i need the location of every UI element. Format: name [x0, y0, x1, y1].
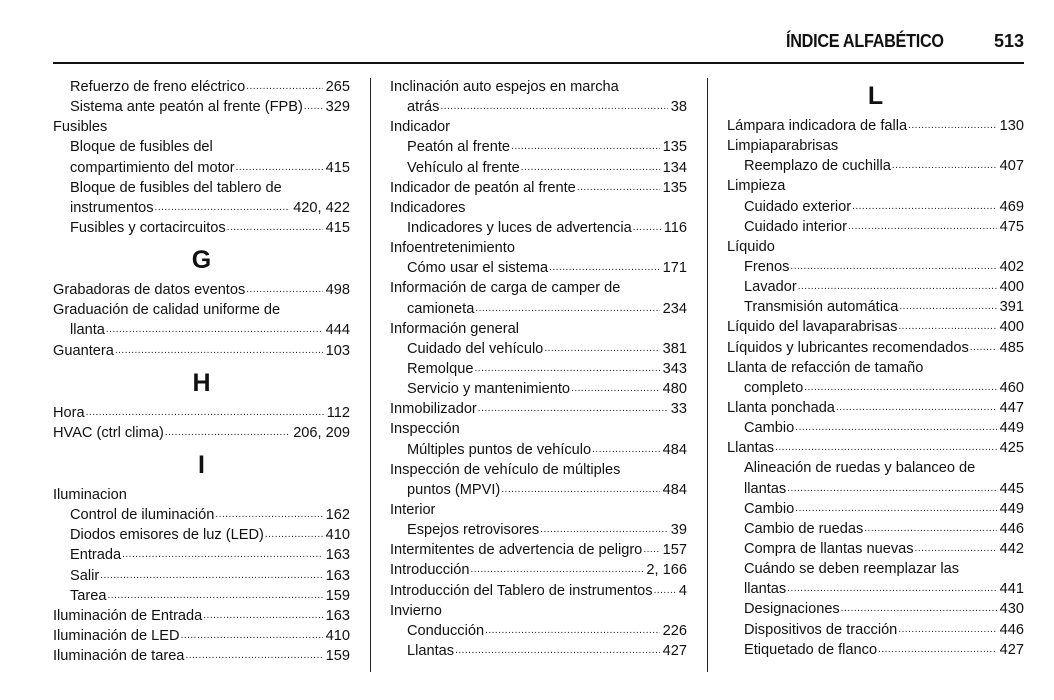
index-entry[interactable]	[53, 158, 350, 178]
index-entry[interactable]	[53, 198, 350, 218]
entry-text: Vehículo al frente	[407, 159, 520, 176]
entry-text: Indicador de peatón al frente	[390, 179, 576, 196]
index-entry[interactable]	[727, 579, 1024, 599]
entry-page-reference[interactable]: 4	[678, 582, 687, 599]
entry-text: Peatón al frente	[407, 139, 511, 156]
index-entry-heading	[53, 178, 350, 198]
entry-text: Llantas	[407, 642, 455, 659]
index-entry-heading	[53, 137, 350, 157]
entry-text: Inclinación auto espejos en marcha	[390, 79, 619, 95]
dot-leader	[165, 423, 290, 443]
index-entry-heading	[727, 458, 1024, 478]
dot-leader	[185, 646, 322, 666]
entry-text: Indicador	[390, 119, 451, 136]
entry-text: Información general	[390, 320, 519, 337]
entry-page-reference[interactable]: 407	[999, 158, 1024, 175]
entry-text: Invierno	[390, 602, 442, 619]
index-entry-heading	[727, 559, 1024, 579]
dot-leader	[521, 158, 660, 178]
entry-text: Conducción	[407, 622, 485, 639]
entry-page-reference[interactable]: 39	[670, 522, 687, 539]
index-entry-heading	[727, 237, 1024, 257]
entry-page-reference[interactable]: 135	[662, 179, 687, 196]
dot-leader	[155, 198, 291, 218]
entry-text: Remolque	[407, 360, 474, 377]
dot-leader	[571, 379, 660, 399]
letter-heading: G	[191, 246, 212, 275]
index-entry[interactable]	[727, 197, 1024, 217]
entry-text: Lámpara indicadora de falla	[727, 118, 908, 134]
entry-page-reference[interactable]: 425	[999, 440, 1024, 457]
entry-text: Grabadoras de datos eventos	[53, 282, 246, 299]
entry-page-reference[interactable]: 415	[325, 159, 350, 176]
dot-leader	[246, 280, 322, 300]
entry-page-reference[interactable]: 159	[325, 648, 350, 665]
index-entry[interactable]	[53, 423, 350, 443]
dot-leader	[577, 178, 660, 198]
entry-text: Sistema ante peatón al frente (FPB)	[70, 99, 303, 116]
entry-text: Fusibles	[53, 119, 108, 136]
entry-text: Designaciones	[744, 601, 840, 618]
entry-page-reference[interactable]: 410	[325, 627, 350, 644]
index-entry-heading	[727, 358, 1024, 378]
dot-leader	[654, 581, 676, 601]
entry-text: Iluminación de Entrada	[53, 607, 203, 624]
index-entry-heading	[390, 198, 687, 218]
entry-text: Cuándo se deben reemplazar las	[744, 561, 959, 578]
index-entry[interactable]	[727, 519, 1024, 539]
index-entry[interactable]	[390, 440, 687, 460]
dot-leader	[100, 566, 322, 586]
dot-leader	[841, 599, 997, 619]
index-entry[interactable]	[390, 379, 687, 399]
entry-text: HVAC (ctrl clima)	[53, 424, 164, 441]
dot-leader	[898, 620, 996, 640]
entry-page-reference[interactable]: 265	[325, 79, 350, 95]
index-entry-heading	[53, 485, 350, 505]
entry-page-reference[interactable]: 38	[670, 99, 687, 116]
entry-page-reference[interactable]: 449	[999, 500, 1024, 517]
dot-leader	[246, 77, 322, 97]
dot-leader	[511, 137, 660, 157]
index-entry[interactable]	[390, 218, 687, 238]
entry-text: atrás	[407, 99, 440, 116]
page-number: 513	[993, 31, 1024, 51]
dot-leader	[475, 299, 659, 319]
header-rule	[53, 62, 1024, 64]
index-entry[interactable]	[390, 641, 687, 661]
entry-page-reference[interactable]: 112	[326, 404, 350, 421]
entry-page-reference[interactable]: 420, 422	[293, 199, 350, 216]
entry-text: Inspección	[390, 421, 460, 438]
entry-page-reference[interactable]: 480	[662, 381, 687, 398]
entry-page-reference[interactable]: 381	[662, 340, 687, 357]
entry-page-reference[interactable]: 410	[325, 527, 350, 544]
entry-text: Tarea	[70, 587, 107, 604]
index-column-1	[53, 77, 350, 666]
entry-text: llanta	[70, 322, 105, 339]
dot-leader	[899, 297, 996, 317]
dot-leader	[848, 217, 997, 237]
index-entry[interactable]	[727, 599, 1024, 619]
index-entry[interactable]	[53, 320, 350, 340]
entry-text: Inspección de vehículo de múltiples	[390, 461, 621, 478]
index-entry[interactable]	[727, 297, 1024, 317]
entry-text: Etiquetado de flanco	[744, 641, 878, 658]
dot-leader	[108, 586, 323, 606]
index-column-2	[390, 77, 687, 661]
entry-page-reference[interactable]: 103	[325, 342, 350, 359]
entry-page-reference[interactable]: 135	[662, 139, 687, 156]
entry-page-reference[interactable]: 159	[325, 587, 350, 604]
entry-page-reference[interactable]: 157	[662, 542, 687, 559]
dot-leader	[501, 480, 659, 500]
index-entry[interactable]	[727, 418, 1024, 438]
entry-text: Dispositivos de tracción	[744, 621, 898, 638]
entry-page-reference[interactable]: 163	[325, 547, 350, 564]
entry-text: camioneta	[407, 300, 475, 317]
dot-leader	[908, 116, 997, 136]
index-entry[interactable]	[390, 258, 687, 278]
index-entry[interactable]	[727, 317, 1024, 337]
entry-page-reference[interactable]: 134	[662, 159, 687, 176]
entry-page-reference[interactable]: 329	[325, 99, 350, 116]
entry-text: Servicio y mantenimiento	[407, 381, 571, 398]
entry-text: Lavador	[744, 279, 797, 296]
entry-text: Cambio de ruedas	[744, 520, 864, 537]
entry-text: llantas	[744, 581, 787, 598]
entry-page-reference[interactable]: 402	[999, 258, 1024, 275]
index-entry-heading	[390, 500, 687, 520]
entry-text: llantas	[744, 480, 787, 497]
index-entry[interactable]	[727, 378, 1024, 398]
entry-text: Iluminación de tarea	[53, 648, 185, 665]
entry-page-reference[interactable]: 446	[999, 621, 1024, 638]
entry-text: Salir	[70, 567, 100, 584]
dot-leader	[265, 525, 323, 545]
entry-page-reference[interactable]: 441	[999, 581, 1024, 598]
entry-page-reference[interactable]: 498	[325, 282, 350, 299]
entry-page-reference[interactable]: 427	[662, 642, 687, 659]
entry-text: Información de carga de camper de	[390, 280, 621, 297]
dot-leader	[215, 505, 322, 525]
entry-page-reference[interactable]: 427	[999, 641, 1024, 658]
entry-text: Fusibles y cortacircuitos	[70, 219, 226, 236]
entry-text: Infoentretenimiento	[390, 240, 515, 257]
index-entry-heading	[390, 601, 687, 621]
dot-leader	[227, 218, 323, 238]
dot-leader	[915, 539, 997, 559]
entry-page-reference[interactable]: 171	[662, 260, 687, 277]
dot-leader	[440, 97, 667, 117]
entry-text: Limpieza	[727, 178, 786, 195]
index-entry[interactable]	[53, 586, 350, 606]
index-entry[interactable]	[53, 280, 350, 300]
index-entry-heading	[390, 419, 687, 439]
index-entry[interactable]	[53, 505, 350, 525]
entry-text: Indicadores	[390, 199, 466, 216]
entry-page-reference[interactable]: 343	[662, 360, 687, 377]
entry-page-reference[interactable]: 163	[325, 567, 350, 584]
entry-text: Transmisión automática	[744, 299, 899, 316]
entry-page-reference[interactable]: 444	[325, 322, 350, 339]
index-entry-heading	[390, 460, 687, 480]
entry-text: Introducción del Tablero de instrumentos	[390, 582, 653, 599]
entry-text: Reemplazo de cuchilla	[744, 158, 891, 175]
entry-text: Líquido	[727, 238, 775, 255]
entry-page-reference[interactable]: 226	[662, 622, 687, 639]
entry-page-reference[interactable]: 391	[999, 299, 1024, 316]
dot-leader	[795, 418, 996, 438]
entry-page-reference[interactable]: 234	[662, 300, 687, 317]
dot-leader	[878, 640, 997, 660]
index-entry-heading	[53, 117, 350, 137]
dot-leader	[864, 519, 996, 539]
entry-text: Cómo usar el sistema	[407, 260, 549, 277]
dot-leader	[549, 258, 660, 278]
dot-leader	[181, 626, 323, 646]
letter-heading: I	[198, 450, 205, 479]
entry-page-reference[interactable]: 2, 166	[646, 562, 687, 579]
entry-text: Limpiaparabrisas	[727, 138, 839, 155]
entry-text: Frenos	[744, 258, 790, 275]
entry-text: Inmobilizador	[390, 401, 477, 418]
index-entry[interactable]	[53, 77, 350, 97]
index-entry[interactable]	[727, 277, 1024, 297]
entry-text: Llantas	[727, 440, 775, 457]
dot-leader	[471, 560, 644, 580]
index-entry[interactable]	[727, 338, 1024, 358]
dot-leader	[775, 438, 997, 458]
dot-leader	[798, 277, 997, 297]
index-entry[interactable]	[53, 646, 350, 666]
entry-text: Guantera	[53, 342, 114, 359]
entry-text: Líquido del lavaparabrisas	[727, 319, 898, 336]
index-entry[interactable]	[390, 480, 687, 500]
index-entry[interactable]	[390, 621, 687, 641]
entry-text: instrumentos	[70, 199, 154, 216]
dot-leader	[836, 398, 997, 418]
entry-text: Bloque de fusibles del tablero de	[70, 179, 282, 196]
entry-text: Diodos emisores de luz (LED)	[70, 527, 264, 544]
index-entry[interactable]	[390, 540, 687, 560]
index-entry-heading	[390, 278, 687, 298]
dot-leader	[804, 378, 996, 398]
index-entry-heading	[390, 77, 687, 97]
entry-page-reference[interactable]: 430	[999, 601, 1024, 618]
entry-page-reference[interactable]: 485	[999, 339, 1024, 356]
entry-text: Líquidos y lubricantes recomendados	[727, 339, 969, 356]
entry-text: puntos (MPVI)	[407, 481, 501, 498]
entry-text: Cuidado del vehículo	[407, 340, 544, 357]
entry-page-reference[interactable]: 449	[999, 420, 1024, 437]
entry-text: Cuidado interior	[744, 218, 848, 235]
index-entry[interactable]	[53, 403, 350, 423]
index-entry[interactable]	[390, 399, 687, 419]
dot-leader	[852, 197, 997, 217]
entry-text: Refuerzo de freno eléctrico	[70, 79, 246, 95]
entry-page-reference[interactable]: 116	[663, 219, 687, 236]
index-entry[interactable]	[727, 217, 1024, 237]
index-entry[interactable]	[53, 545, 350, 565]
dot-leader	[122, 545, 323, 565]
index-entry[interactable]	[390, 581, 687, 601]
index-entry[interactable]	[727, 479, 1024, 499]
dot-leader	[455, 641, 660, 661]
index-entry[interactable]	[390, 359, 687, 379]
index-entry[interactable]	[727, 539, 1024, 559]
index-entry[interactable]	[727, 620, 1024, 640]
index-entry[interactable]	[727, 156, 1024, 176]
index-entry[interactable]	[727, 398, 1024, 418]
entry-page-reference[interactable]: 484	[662, 441, 687, 458]
dot-leader	[86, 403, 324, 423]
dot-leader	[236, 158, 323, 178]
dot-leader	[787, 579, 996, 599]
entry-text: Múltiples puntos de vehículo	[407, 441, 592, 458]
entry-page-reference[interactable]: 460	[999, 379, 1024, 396]
entry-page-reference[interactable]: 447	[999, 399, 1024, 416]
entry-text: Interior	[390, 501, 436, 518]
entry-page-reference[interactable]: 445	[999, 480, 1024, 497]
column-divider	[370, 78, 371, 672]
index-entry[interactable]	[53, 566, 350, 586]
entry-text: Cambio	[744, 500, 795, 517]
index-entry[interactable]	[53, 218, 350, 238]
index-entry[interactable]	[727, 640, 1024, 660]
entry-page-reference[interactable]: 484	[662, 481, 687, 498]
dot-leader	[485, 621, 660, 641]
column-divider	[707, 78, 708, 672]
index-entry[interactable]	[390, 137, 687, 157]
entry-text: Llanta de refacción de tamaño	[727, 359, 924, 376]
dot-leader	[475, 359, 660, 379]
index-entry[interactable]	[390, 520, 687, 540]
dot-leader	[592, 440, 659, 460]
index-entry[interactable]	[53, 97, 350, 117]
index-entry[interactable]	[390, 299, 687, 319]
entry-text: Cuidado exterior	[744, 198, 852, 215]
entry-text: Cambio	[744, 420, 795, 437]
index-entry-heading	[727, 136, 1024, 156]
dot-leader	[643, 540, 659, 560]
index-entry[interactable]	[390, 560, 687, 580]
entry-page-reference[interactable]: 446	[999, 520, 1024, 537]
index-entry[interactable]	[53, 606, 350, 626]
index-entry[interactable]	[53, 626, 350, 646]
dot-leader	[203, 606, 322, 626]
dot-leader	[633, 218, 661, 238]
entry-text: completo	[744, 379, 804, 396]
entry-text: compartimiento del motor	[70, 159, 235, 176]
dot-leader	[115, 341, 323, 361]
entry-text: Hora	[53, 404, 85, 421]
entry-text: Control de iluminación	[70, 507, 215, 524]
entry-page-reference[interactable]: 400	[999, 279, 1024, 296]
index-column-3	[727, 74, 1024, 660]
dot-leader	[106, 320, 323, 340]
dot-leader	[795, 499, 996, 519]
entry-text: Introducción	[390, 562, 470, 579]
entry-text: Espejos retrovisores	[407, 522, 540, 539]
entry-page-reference[interactable]: 33	[670, 401, 687, 418]
entry-page-reference[interactable]: 163	[325, 607, 350, 624]
index-entry-heading	[390, 117, 687, 137]
index-entry[interactable]	[727, 499, 1024, 519]
entry-page-reference[interactable]: 475	[999, 218, 1024, 235]
index-entry[interactable]	[390, 97, 687, 117]
dot-leader	[304, 97, 323, 117]
index-entry[interactable]	[53, 525, 350, 545]
entry-text: Iluminacion	[53, 486, 127, 503]
index-entry-heading	[390, 238, 687, 258]
section-title: ÍNDICE ALFABÉTICO	[786, 31, 944, 51]
entry-text: Intermitentes de advertencia de peligro	[390, 542, 643, 559]
entry-text: Llanta ponchada	[727, 399, 835, 416]
entry-page-reference[interactable]: 415	[325, 219, 350, 236]
entry-text: Graduación de calidad uniforme de	[53, 302, 281, 319]
entry-text: Bloque de fusibles del	[70, 139, 213, 156]
entry-page-reference[interactable]: 130	[999, 118, 1024, 134]
index-entry-heading	[390, 319, 687, 339]
entry-text: Compra de llantas nuevas	[744, 540, 914, 557]
index-entry[interactable]	[53, 341, 350, 361]
entry-page-reference[interactable]: 442	[999, 540, 1024, 557]
entry-text: Alineación de ruedas y balanceo de	[744, 460, 976, 477]
entry-page-reference[interactable]: 162	[325, 507, 350, 524]
letter-heading: L	[867, 82, 884, 110]
entry-text: Iluminación de LED	[53, 627, 180, 644]
dot-leader	[892, 156, 997, 176]
dot-leader	[787, 479, 996, 499]
index-entry[interactable]	[390, 178, 687, 198]
index-entry-heading	[727, 176, 1024, 196]
letter-heading: H	[192, 368, 211, 397]
index-entry[interactable]	[390, 158, 687, 178]
dot-leader	[790, 257, 996, 277]
entry-text: Indicadores y luces de advertencia	[407, 219, 632, 236]
dot-leader	[970, 338, 997, 358]
entry-page-reference[interactable]: 469	[999, 198, 1024, 215]
dot-leader	[478, 399, 668, 419]
index-entry[interactable]	[727, 116, 1024, 136]
entry-text: Entrada	[70, 547, 122, 564]
index-entry[interactable]	[727, 438, 1024, 458]
dot-leader	[544, 339, 659, 359]
dot-leader	[540, 520, 668, 540]
index-entry-heading	[53, 300, 350, 320]
entry-page-reference[interactable]: 400	[999, 319, 1024, 336]
entry-page-reference[interactable]: 206, 209	[293, 424, 350, 441]
dot-leader	[898, 317, 996, 337]
index-entry[interactable]	[390, 339, 687, 359]
index-entry[interactable]	[727, 257, 1024, 277]
